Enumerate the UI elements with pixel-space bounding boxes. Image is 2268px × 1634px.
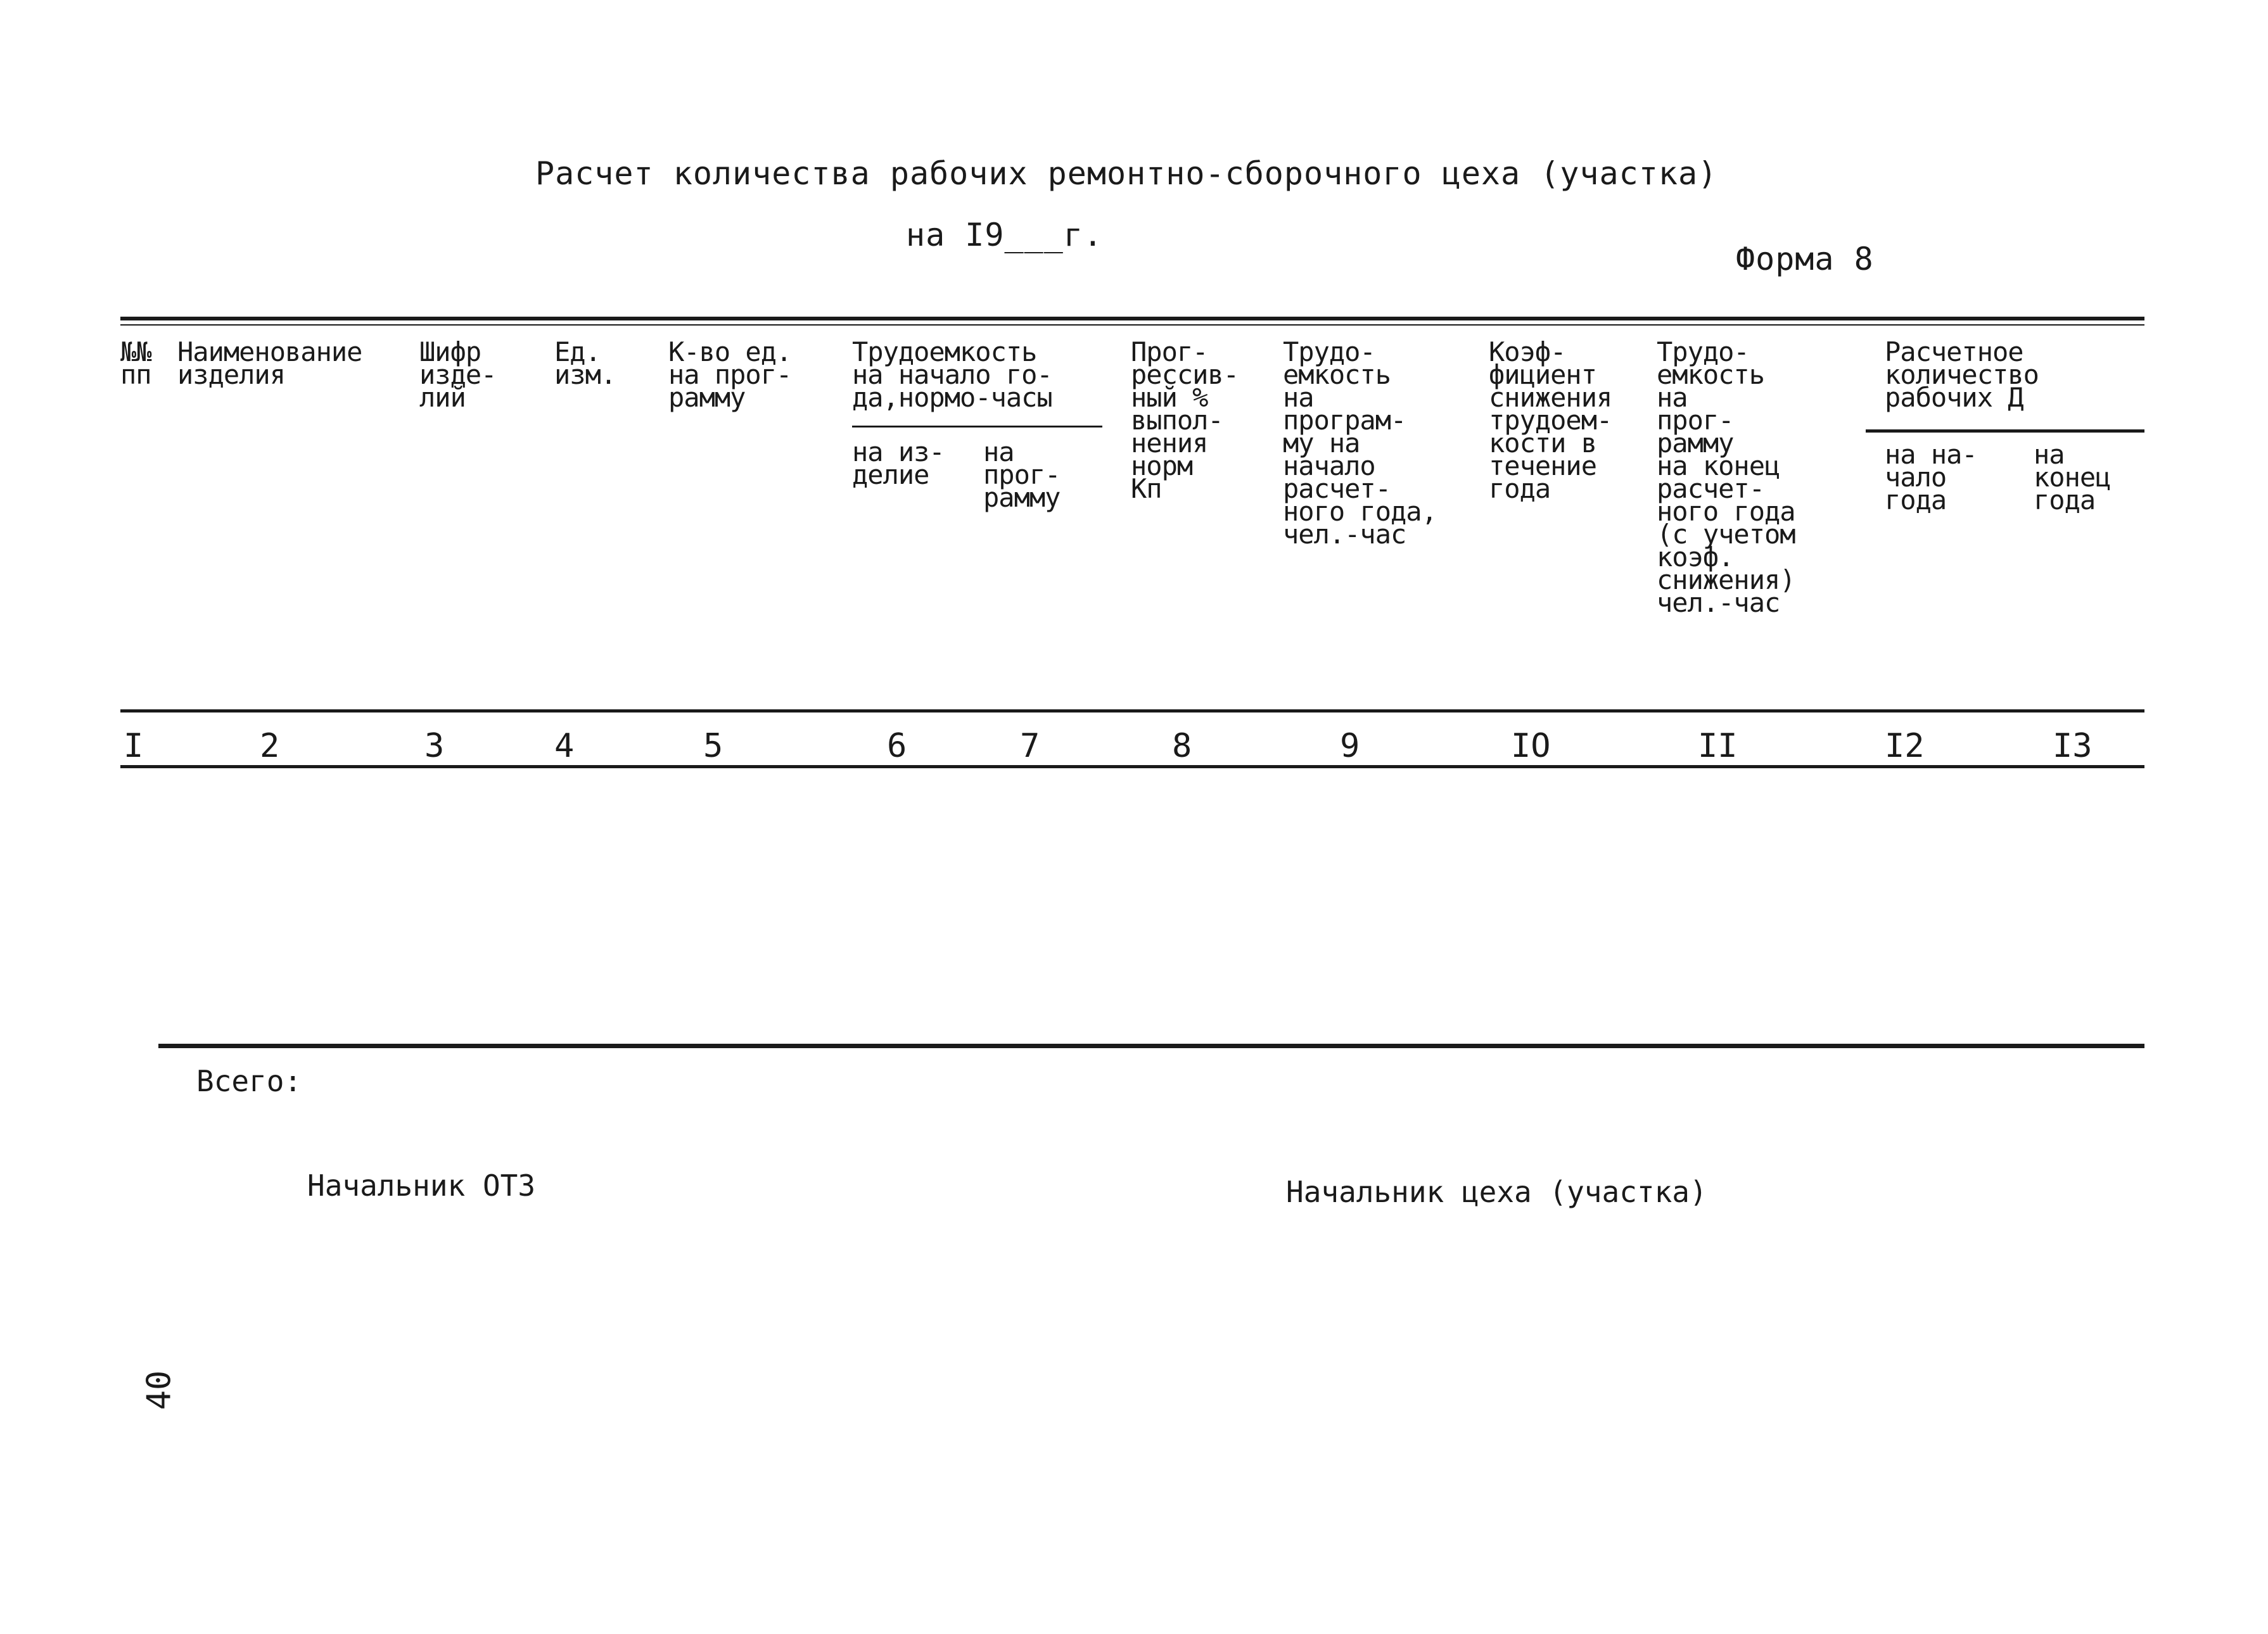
- signature-right: Начальник цеха (участка): [1286, 1175, 1707, 1209]
- signature-left: Начальник ОТЗ: [307, 1168, 536, 1203]
- header-item-name: Наименование изделия: [177, 336, 362, 390]
- header-reduction-coefficient: Коэф- фициент снижения трудоем- кости в течение года: [1489, 336, 1612, 504]
- column-number: I2: [1885, 727, 1925, 765]
- numbers-bottom-rule: [120, 765, 2144, 768]
- header-workers-group: Расчетное количество рабочих Д: [1885, 336, 2039, 413]
- column-number: I: [124, 727, 144, 765]
- page-number: 40: [140, 1370, 179, 1410]
- column-number: 8: [1172, 727, 1192, 765]
- header-progressive-percent: Прог- рессив- ный % выпол- нения норм Кп: [1131, 336, 1239, 504]
- column-number: 3: [424, 727, 445, 765]
- header-labor-start-group: Трудоемкость на начало го- да,нормо-часы: [852, 336, 1052, 413]
- workers-group-underline: [1866, 429, 2144, 433]
- header-quantity: К-во ед. на прог- рамму: [668, 336, 792, 413]
- labor-start-underline: [852, 426, 1102, 428]
- form-label: Форма 8: [1736, 241, 1874, 277]
- column-number: II: [1698, 727, 1738, 765]
- column-number: 7: [1020, 727, 1040, 765]
- header-workers-start: на на- чало года: [1885, 439, 1977, 516]
- document-title: Расчет количества рабочих ремонтно-сборочного цеха (участка): [535, 155, 1718, 192]
- header-bottom-rule: [120, 709, 2144, 712]
- column-number: IO: [1511, 727, 1551, 765]
- column-number: 9: [1340, 727, 1360, 765]
- header-labor-program-end: Трудо- емкость на прог- рамму на конец расчет- ного года (с учетом коэф. снижения) чел.-час: [1657, 336, 1795, 618]
- header-item-code: Шифр изде- лий: [419, 336, 497, 413]
- header-unit: Ед. изм.: [554, 336, 616, 390]
- column-number: I3: [2053, 727, 2093, 765]
- total-rule: [158, 1044, 2144, 1048]
- header-labor-per-item: на из- делие: [852, 436, 945, 490]
- table-top-rule: [120, 317, 2144, 320]
- document-subtitle: на I9___г.: [906, 217, 1104, 253]
- column-number: 4: [554, 727, 575, 765]
- total-label: Всего:: [196, 1064, 302, 1098]
- header-labor-per-program: на прог- рамму: [983, 436, 1061, 513]
- column-number: 2: [260, 727, 280, 765]
- column-number: 6: [887, 727, 907, 765]
- header-labor-program-start: Трудо- емкость на програм- му на начало расчет- ного года, чел.-час: [1283, 336, 1437, 550]
- header-row-number: №№ пп: [120, 336, 151, 390]
- table-top-rule-thin: [120, 324, 2144, 326]
- header-workers-end: на конец года: [2034, 439, 2111, 516]
- column-number: 5: [703, 727, 723, 765]
